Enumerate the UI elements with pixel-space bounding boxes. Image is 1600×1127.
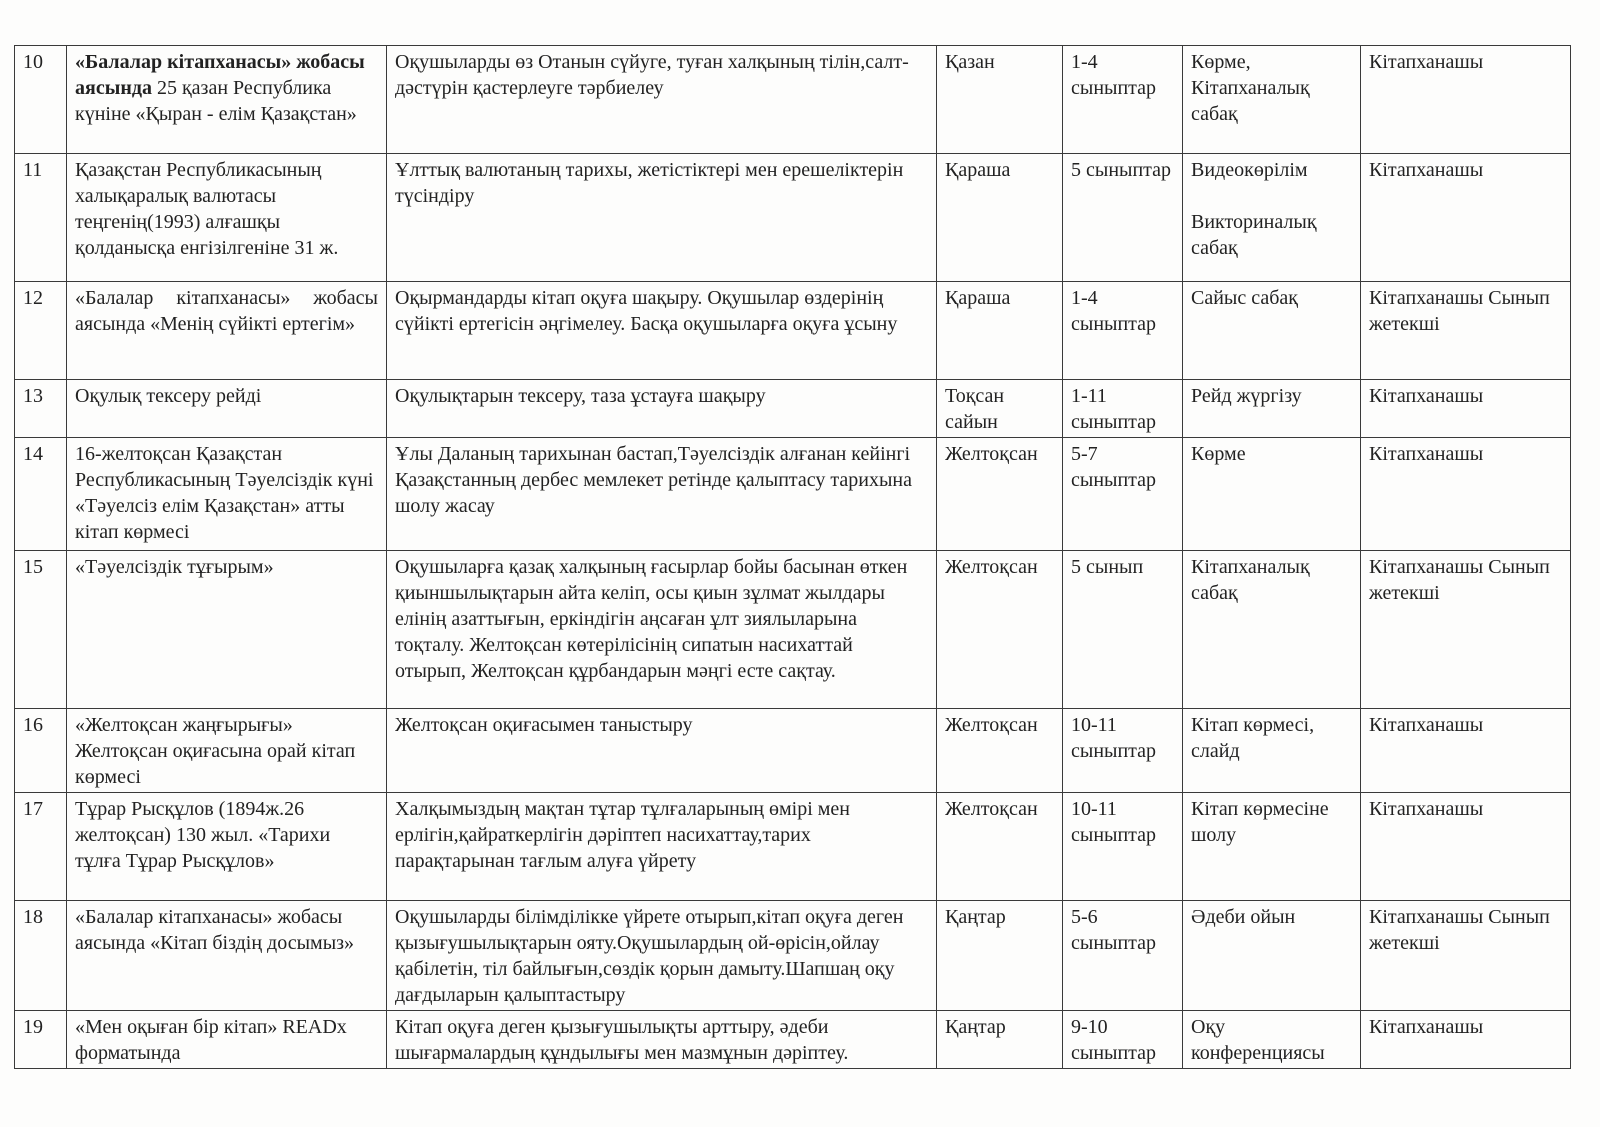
table-row bbox=[15, 154, 1571, 282]
goal-cell: Оқушыларды білімділікке үйрете отырып,кітап оқуға деген қызығушылықтарын ояту.Оқушылардың ой-өрісін,ойлау қабілетін, тіл байлығын,сөздік қорын дамыту.Шапшаң оқу дағдыларын қалыптастыру bbox=[387, 901, 937, 1011]
event-cell: «Желтоқсан жаңғырығы» Желтоқсан оқиғасына орай кітап көрмесі bbox=[67, 709, 387, 793]
responsible-cell: Кітапханашы bbox=[1361, 380, 1571, 438]
form-cell: Кітап көрмесі, слайд bbox=[1183, 709, 1361, 793]
table-row bbox=[15, 709, 1571, 793]
event-cell: 16-желтоқсан Қазақстан Республикасының Тәуелсіздік күні «Тәуелсіз елім Қазақстан» атты кітап көрмесі bbox=[67, 438, 387, 551]
form-cell: Көрме, Кітапханалық сабақ bbox=[1183, 46, 1361, 154]
responsible-cell: Кітапханашы bbox=[1361, 154, 1571, 282]
responsible-cell: Кітапханашы bbox=[1361, 1011, 1571, 1069]
event-title-bold: «Балалар кітапханасы» жобасы аясында bbox=[75, 51, 365, 99]
form-cell: Оқу конференциясы bbox=[1183, 1011, 1361, 1069]
form-line: Видеокөрілім bbox=[1191, 159, 1308, 181]
table-row bbox=[15, 282, 1571, 380]
library-plan-table bbox=[14, 45, 1571, 1069]
event-title-rest: 25 қазан Республика күніне «Қыран - елім Қазақстан» bbox=[75, 77, 357, 125]
form-line: Викториналық сабақ bbox=[1191, 211, 1317, 259]
row-number: 13 bbox=[15, 380, 67, 438]
date-cell: Желтоқсан bbox=[937, 551, 1063, 709]
event-cell: «Мен оқыған бір кітап» READx форматында bbox=[67, 1011, 387, 1069]
event-cell: «Балалар кітапханасы» жобасы аясында «Кітап біздің досымыз» bbox=[67, 901, 387, 1011]
date-cell: Тоқсан сайын bbox=[937, 380, 1063, 438]
grade-cell: 1-11 сыныптар bbox=[1063, 380, 1183, 438]
table-row bbox=[15, 901, 1571, 1011]
date-cell: Қаңтар bbox=[937, 901, 1063, 1011]
goal-cell: Кітап оқуға деген қызығушылықты арттыру, әдеби шығармалардың құндылығы мен мазмұнын дәріптеу. bbox=[387, 1011, 937, 1069]
event-cell: Оқулық тексеру рейді bbox=[67, 380, 387, 438]
row-number: 19 bbox=[15, 1011, 67, 1069]
date-cell: Қазан bbox=[937, 46, 1063, 154]
event-cell: Қазақстан Республикасының халықаралық валютасы теңгенің(1993) алғашқы қолданысқа енгізілгеніне 31 ж. bbox=[67, 154, 387, 282]
form-cell: Сайыс сабақ bbox=[1183, 282, 1361, 380]
goal-cell: Оқулықтарын тексеру, таза ұстауға шақыру bbox=[387, 380, 937, 438]
table-row bbox=[15, 551, 1571, 709]
table-row bbox=[15, 46, 1571, 154]
grade-cell: 1-4 сыныптар bbox=[1063, 282, 1183, 380]
date-cell: Желтоқсан bbox=[937, 709, 1063, 793]
row-number: 16 bbox=[15, 709, 67, 793]
responsible-cell: Кітапханашы bbox=[1361, 46, 1571, 154]
form-cell: Рейд жүргізу bbox=[1183, 380, 1361, 438]
goal-cell: Ұлттық валютаның тарихы, жетістіктері мен ерешеліктерін түсіндіру bbox=[387, 154, 937, 282]
date-cell: Желтоқсан bbox=[937, 793, 1063, 901]
date-cell: Желтоқсан bbox=[937, 438, 1063, 551]
goal-cell: Ұлы Даланың тарихынан бастап,Тәуелсіздік алғанан кейінгі Қазақстанның дербес мемлекет ретінде қалыптасу тарихына шолу жасау bbox=[387, 438, 937, 551]
form-cell bbox=[1183, 154, 1361, 282]
table-row bbox=[15, 380, 1571, 438]
goal-cell: Оқырмандарды кітап оқуға шақыру. Оқушылар өздерінің сүйікті ертегісін әңгімелеу. Басқа оқушыларға оқуға ұсыну bbox=[387, 282, 937, 380]
event-cell: «Балалар кітапханасы» жобасы аясында «Менің сүйікті ертегім» bbox=[67, 282, 387, 380]
responsible-cell: Кітапханашы bbox=[1361, 709, 1571, 793]
row-number: 17 bbox=[15, 793, 67, 901]
date-cell: Қараша bbox=[937, 282, 1063, 380]
responsible-cell: Кітапханашы bbox=[1361, 793, 1571, 901]
grade-cell: 5 сыныптар bbox=[1063, 154, 1183, 282]
row-number: 15 bbox=[15, 551, 67, 709]
responsible-cell: Кітапханашы Сынып жетекші bbox=[1361, 282, 1571, 380]
responsible-cell: Кітапханашы bbox=[1361, 438, 1571, 551]
table-row bbox=[15, 438, 1571, 551]
row-number: 12 bbox=[15, 282, 67, 380]
goal-cell: Халқымыздың мақтан тұтар тұлғаларының өмірі мен ерлігін,қайраткерлігін дәріптеп насихаттау,тарих парақтарынан тағлым алуға үйрету bbox=[387, 793, 937, 901]
grade-cell: 10-11 сыныптар bbox=[1063, 709, 1183, 793]
grade-cell: 1-4 сыныптар bbox=[1063, 46, 1183, 154]
event-cell: «Тәуелсіздік тұғырым» bbox=[67, 551, 387, 709]
form-cell: Кітап көрмесіне шолу bbox=[1183, 793, 1361, 901]
date-cell: Қараша bbox=[937, 154, 1063, 282]
grade-cell: 5-6 сыныптар bbox=[1063, 901, 1183, 1011]
row-number: 11 bbox=[15, 154, 67, 282]
date-cell: Қаңтар bbox=[937, 1011, 1063, 1069]
row-number: 10 bbox=[15, 46, 67, 154]
grade-cell: 10-11 сыныптар bbox=[1063, 793, 1183, 901]
goal-cell: Желтоқсан оқиғасымен таныстыру bbox=[387, 709, 937, 793]
event-cell: Тұрар Рысқұлов (1894ж.26 желтоқсан) 130 жыл. «Тарихи тұлға Тұрар Рысқұлов» bbox=[67, 793, 387, 901]
event-cell bbox=[67, 46, 387, 154]
row-number: 14 bbox=[15, 438, 67, 551]
grade-cell: 5 сынып bbox=[1063, 551, 1183, 709]
responsible-cell: Кітапханашы Сынып жетекші bbox=[1361, 551, 1571, 709]
goal-cell: Оқушыларды өз Отанын сүйуге, туған халқының тілін,салт-дәстүрін қастерлеуге тәрбиелеу bbox=[387, 46, 937, 154]
responsible-cell: Кітапханашы Сынып жетекші bbox=[1361, 901, 1571, 1011]
grade-cell: 5-7 сыныптар bbox=[1063, 438, 1183, 551]
table-row bbox=[15, 793, 1571, 901]
table-row bbox=[15, 1011, 1571, 1069]
form-cell: Әдеби ойын bbox=[1183, 901, 1361, 1011]
grade-cell: 9-10 сыныптар bbox=[1063, 1011, 1183, 1069]
goal-cell: Оқушыларға қазақ халқының ғасырлар бойы басынан өткен қиыншылықтарын айта келіп, осы қиын зұлмат жылдары елінің азаттығын, еркіндігін аңсаған ұлт зиялыларына тоқталу. Желтоқсан көтерілісінің сипатын насихаттай отырып, Желтоқсан құрбандарын мәңгі есте сақтау. bbox=[387, 551, 937, 709]
form-cell: Көрме bbox=[1183, 438, 1361, 551]
row-number: 18 bbox=[15, 901, 67, 1011]
form-cell: Кітапханалық сабақ bbox=[1183, 551, 1361, 709]
